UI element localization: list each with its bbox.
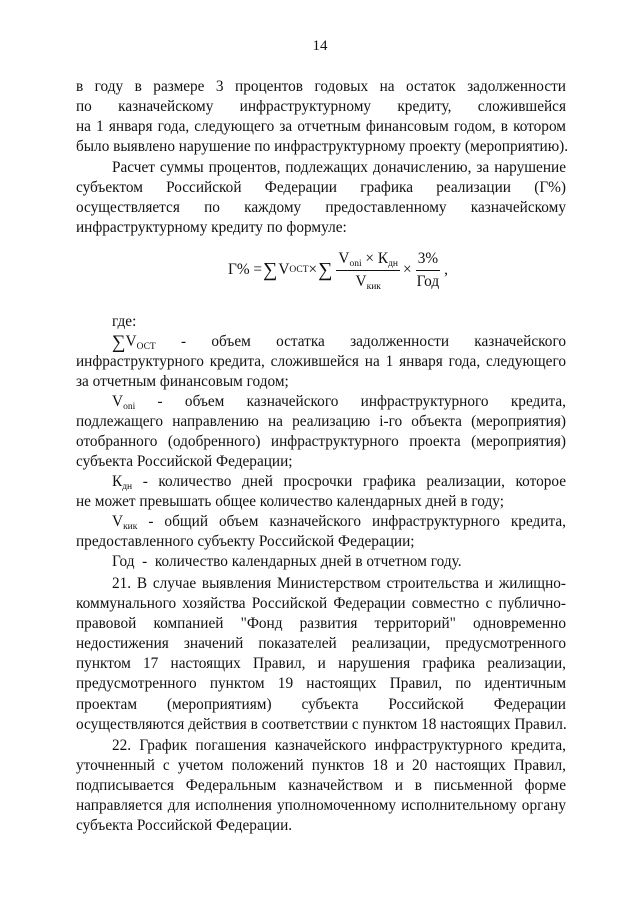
- text-line: отобранного (одобренного) инфраструктурного проекта (мероприятия): [76, 433, 566, 451]
- term-k: К: [112, 473, 123, 490]
- formula-sub-dn: дн: [388, 258, 399, 269]
- times-sign: ×: [403, 261, 412, 278]
- term-sub: oni: [123, 402, 136, 412]
- text-line: не может превышать общее количество календарных дней в году;: [76, 493, 504, 511]
- term-v: V: [112, 393, 124, 410]
- fraction-denominator: [354, 271, 383, 291]
- fraction-oni-kdn: [336, 250, 400, 291]
- text-line: предусмотренного пунктом 19 настоящих Правил, по идентичным: [76, 675, 566, 693]
- paragraph-22: [76, 736, 566, 836]
- fraction-numerator: [336, 250, 400, 271]
- text-line: проектам (мероприятиям) субъекта Российской Федерации: [76, 695, 566, 713]
- text-line: по казначейскому инфраструктурному кредиту, сложившейся: [76, 98, 566, 116]
- formula-v: V: [355, 272, 367, 290]
- formula-lhs: Г% =: [228, 261, 263, 278]
- definition-voni: [76, 392, 566, 472]
- paragraph-calculation: [76, 158, 566, 238]
- formula-sub-kik: кик: [366, 281, 381, 292]
- where-label-block: [76, 312, 566, 332]
- formula-v: V: [278, 261, 290, 278]
- definition-first-line: [76, 332, 566, 352]
- where-label: где:: [112, 313, 137, 330]
- text-line: инфраструктурного кредита, сложившейся на 1 января года, следующего: [76, 353, 566, 371]
- text-line: уточненный с учетом положений пунктов 18 и 20 настоящих Правил,: [76, 757, 566, 775]
- definition-first-line: [76, 472, 566, 492]
- formula: Г% = ∑ V ОСТ × ∑ $\frac{V_{oni} \times К_{дн}}{V_{кик}}$ × $\frac{3\%}{\text{Год}}$ ,: [228, 249, 448, 292]
- text-line: субъектом Российской Федерации графика реализации (Г%): [76, 179, 566, 197]
- definition-kdn: [76, 472, 566, 512]
- text-line: 22. График погашения казначейского инфраструктурного кредита,: [112, 737, 566, 754]
- text-line: подписывается Федеральным казначейством и в письменной форме: [76, 777, 566, 795]
- term-sub: ОСТ: [136, 342, 156, 352]
- definition-vkik: [76, 512, 566, 552]
- text-line: субъекта Российской Федерации.: [76, 817, 293, 835]
- paragraph-intro: [76, 77, 569, 157]
- text-line: подлежащего направлению на реализацию i-го объекта (мероприятия): [76, 413, 566, 431]
- definition-text: - объем остатка задолженности казначейского: [155, 333, 566, 350]
- text-line: осуществляются действия в соответствии с пунктом 18 настоящих Правил.: [76, 715, 567, 733]
- times-sign: ×: [361, 249, 378, 267]
- definition-text: - объем казначейского инфраструктурного кредита,: [135, 393, 566, 410]
- definition-first-line: [76, 512, 566, 532]
- text-line: Расчет суммы процентов, подлежащих доначислению, за нарушение: [112, 159, 566, 176]
- fraction-numerator: 3%: [416, 250, 440, 271]
- text-line: недостижения значений показателей реализации, предусмотренного: [76, 635, 566, 653]
- text-line: за отчетным финансовым годом;: [76, 373, 289, 391]
- definition-god: [76, 552, 566, 572]
- definition-text: Год - количество календарных дней в отчетном году.: [112, 553, 462, 570]
- text-line: на 1 января года, следующего за отчетным финансовым годом, в котором: [76, 118, 566, 136]
- formula-k: К: [377, 249, 389, 267]
- definition-text: - общий объем казначейского инфраструктурного кредита,: [137, 513, 566, 530]
- formula-sub-oni: oni: [349, 258, 362, 269]
- paragraph-21: [76, 574, 566, 735]
- text-line: предоставленного субъекту Российской Федерации;: [76, 533, 415, 551]
- sum-symbol: ∑: [318, 258, 333, 281]
- sum-symbol: ∑: [263, 258, 278, 281]
- text-line: осуществляется по каждому предоставленному казначейскому: [76, 199, 566, 217]
- formula-v: V: [338, 249, 350, 267]
- term-v: V: [112, 513, 124, 530]
- term-v: V: [125, 333, 137, 350]
- times-sign: ×: [308, 261, 318, 278]
- text-line: пунктом 17 настоящих Правил, и нарушения графика реализации,: [76, 655, 566, 673]
- definition-vost: [76, 332, 566, 392]
- definition-text: - количество дней просрочки графика реализации, которое: [132, 473, 566, 490]
- sum-symbol: ∑: [112, 332, 126, 353]
- term-sub: кик: [123, 522, 138, 532]
- text-line: было выявлено нарушение по инфраструктурному проекту (мероприятию).: [76, 138, 569, 156]
- fraction-denominator: Год: [416, 272, 440, 290]
- text-line: направляется для исполнения уполномоченному исполнительному органу: [76, 797, 566, 815]
- text-line: правовой компанией "Фонд развития территорий" одновременно: [76, 615, 566, 633]
- text-line: в году в размере 3 процентов годовых на остаток задолженности: [76, 78, 566, 95]
- fraction-percent: [415, 250, 442, 291]
- text-line: коммунального хозяйства Российской Федерации совместно с публично-: [76, 595, 566, 613]
- term-sub: дн: [122, 482, 133, 492]
- text-line: 21. В случае выявления Министерством строительства и жилищно-: [112, 575, 566, 592]
- text-line: субъекта Российской Федерации;: [76, 453, 293, 471]
- text-line: инфраструктурному кредиту по формуле:: [76, 219, 347, 237]
- definition-first-line: [76, 392, 566, 412]
- page-number: 14: [312, 38, 328, 54]
- formula-comma: ,: [444, 261, 448, 278]
